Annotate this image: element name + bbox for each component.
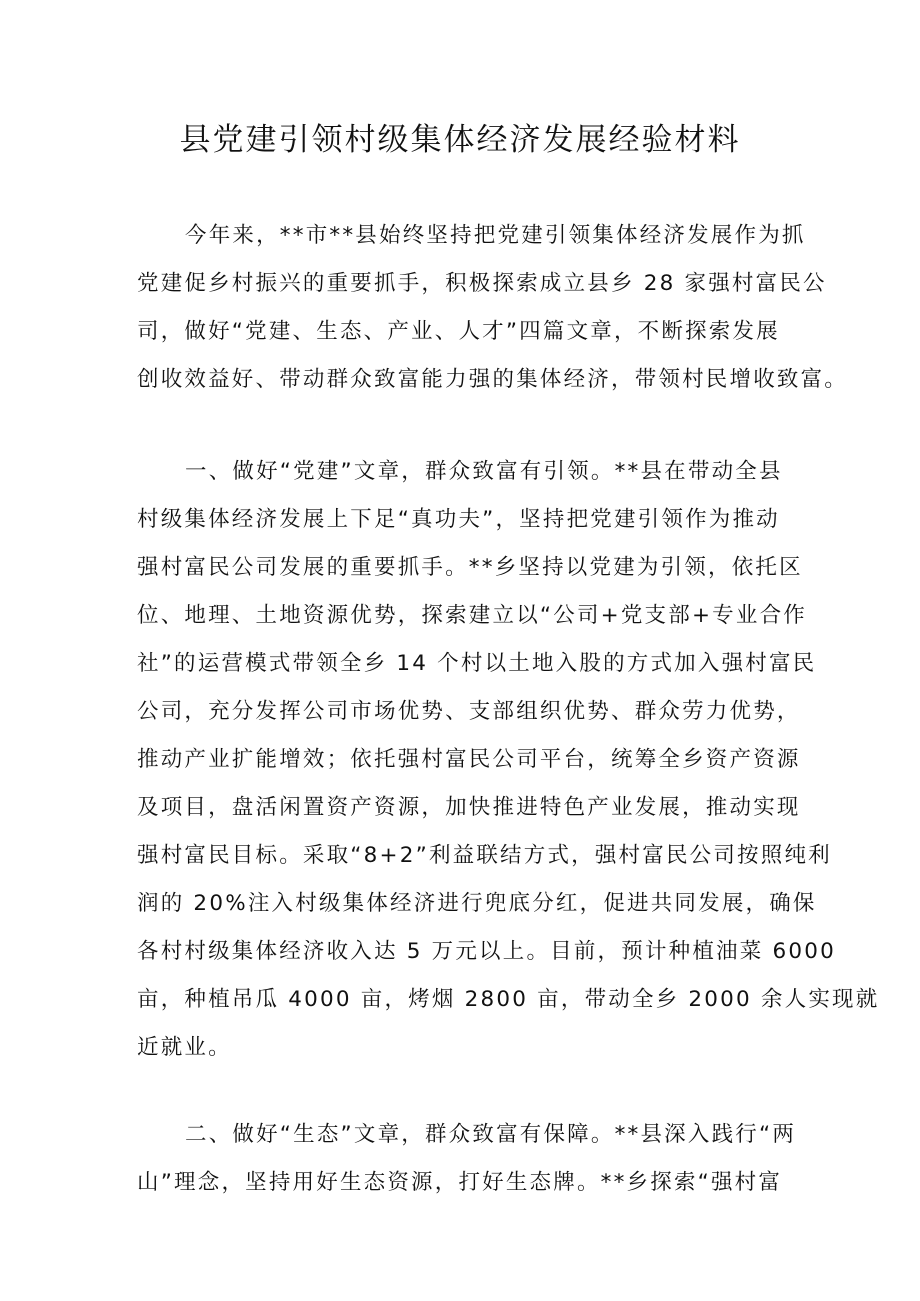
paragraph-line: 位、地理、土地资源优势，探索建立以“公司+党支部+专业合作: [137, 603, 807, 628]
paragraph-line: 党建促乡村振兴的重要抓手，积极探索成立县乡 28 家强村富民公: [137, 271, 827, 296]
paragraph-line: 亩，种植吊瓜 4000 亩，烤烟 2800 亩，带动全乡 2000 余人实现就: [137, 987, 880, 1012]
paragraph-line: 公司，充分发挥公司市场优势、支部组织优势、群众劳力优势，: [137, 699, 801, 724]
paragraph-line: 社”的运营模式带领全乡 14 个村以土地入股的方式加入强村富民: [137, 651, 817, 676]
paragraph-line: 二、做好“生态”文章，群众致富有保障。**县深入践行“两: [185, 1122, 797, 1147]
paragraph-line: 创收效益好、带动群众致富能力强的集体经济，带领村民增收致富。: [137, 367, 849, 392]
paragraph-line: 强村富民公司发展的重要抓手。**乡坚持以党建为引领，依托区: [137, 555, 803, 580]
paragraph-line: 今年来，**市**县始终坚持把党建引领集体经济发展作为抓: [185, 223, 806, 248]
document-title: 县党建引领村级集体经济发展经验材料: [179, 122, 741, 158]
paragraph-line: 润的 20%注入村级集体经济进行兜底分红，促进共同发展，确保: [137, 891, 817, 916]
paragraph-line: 一、做好“党建”文章，群众致富有引领。**县在带动全县: [185, 459, 783, 484]
paragraph-line: 村级集体经济发展上下足“真功夫”，坚持把党建引领作为推动: [137, 507, 780, 532]
paragraph-line: 山”理念，坚持用好生态资源，打好生态牌。**乡探索“强村富: [137, 1170, 783, 1195]
paragraph-party-building: [137, 448, 880, 1072]
paragraph-line: 强村富民目标。采取“8+2”利益联结方式，强村富民公司按照纯利: [137, 843, 832, 868]
paragraph-line: 及项目，盘活闲置资产资源，加快推进特色产业发展，推动实现: [137, 795, 801, 820]
paragraph-line: 司，做好“党建、生态、产业、人才”四篇文章，不断探索发展: [137, 319, 780, 344]
paragraph-intro: [137, 212, 849, 404]
paragraph-line: 近就业。: [137, 1035, 232, 1060]
paragraph-ecology: [137, 1111, 797, 1207]
paragraph-line: 推动产业扩能增效；依托强村富民公司平台，统筹全乡资产资源: [137, 747, 801, 772]
paragraph-line: 各村村级集体经济收入达 5 万元以上。目前，预计种植油菜 6000: [137, 939, 837, 964]
